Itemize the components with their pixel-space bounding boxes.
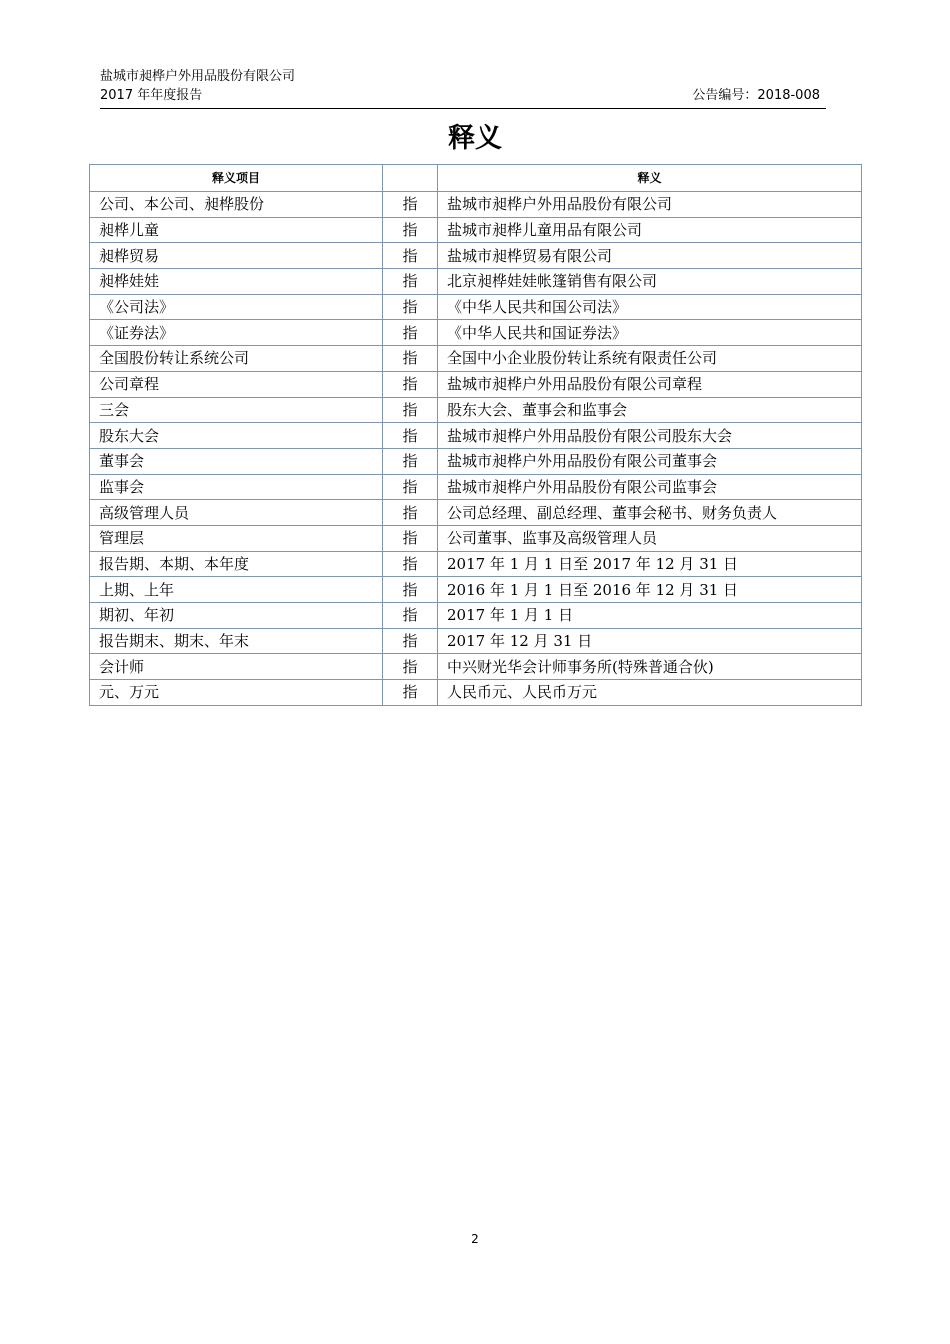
table-row [90,269,862,295]
refers-cell: 指 [383,500,438,526]
definition-cell: 2017 年 1 月 1 日至 2017 年 12 月 31 日 [438,551,862,577]
refers-cell: 指 [383,243,438,269]
definition-cell: 公司董事、监事及高级管理人员 [438,525,862,551]
header-company-name: 盐城市昶桦户外用品股份有限公司 [100,69,296,84]
definition-cell: 盐城市昶桦户外用品股份有限公司股东大会 [438,423,862,449]
table-row [90,525,862,551]
term-cell: 上期、上年 [90,577,383,603]
table-row [90,448,862,474]
term-cell: 期初、年初 [90,603,383,629]
table-row [90,603,862,629]
term-cell: 昶桦娃娃 [90,269,383,295]
refers-cell: 指 [383,217,438,243]
term-cell: 监事会 [90,474,383,500]
definition-cell: 盐城市昶桦户外用品股份有限公司董事会 [438,448,862,474]
column-header-refers [383,165,438,192]
glossary-table [89,164,862,706]
refers-cell: 指 [383,628,438,654]
refers-cell: 指 [383,371,438,397]
term-cell: 昶桦贸易 [90,243,383,269]
term-cell: 高级管理人员 [90,500,383,526]
page-header [100,66,826,109]
refers-cell: 指 [383,474,438,500]
definition-cell: 盐城市昶桦户外用品股份有限公司监事会 [438,474,862,500]
table-row [90,577,862,603]
column-header-definition: 释义 [438,165,862,192]
table-row [90,371,862,397]
definition-cell: 盐城市昶桦儿童用品有限公司 [438,217,862,243]
refers-cell: 指 [383,525,438,551]
table-row [90,346,862,372]
table-row [90,551,862,577]
term-cell: 报告期末、期末、年末 [90,628,383,654]
table-row [90,423,862,449]
term-cell: 股东大会 [90,423,383,449]
header-notice-number: 公告编号：2018-008 [692,88,820,103]
definition-cell: 公司总经理、副总经理、董事会秘书、财务负责人 [438,500,862,526]
definition-cell: 《中华人民共和国证券法》 [438,320,862,346]
definition-cell: 2017 年 12 月 31 日 [438,628,862,654]
definition-cell: 2017 年 1 月 1 日 [438,603,862,629]
refers-cell: 指 [383,577,438,603]
page-number: 2 [471,1232,479,1246]
term-cell: 《公司法》 [90,294,383,320]
term-cell: 公司、本公司、昶桦股份 [90,192,383,218]
term-cell: 报告期、本期、本年度 [90,551,383,577]
definition-cell: 人民币元、人民币万元 [438,680,862,706]
refers-cell: 指 [383,680,438,706]
table-row [90,243,862,269]
table-row [90,680,862,706]
term-cell: 全国股份转让系统公司 [90,346,383,372]
definition-cell: 盐城市昶桦户外用品股份有限公司章程 [438,371,862,397]
definition-cell: 盐城市昶桦贸易有限公司 [438,243,862,269]
term-cell: 《证券法》 [90,320,383,346]
definition-cell: 股东大会、董事会和监事会 [438,397,862,423]
refers-cell: 指 [383,654,438,680]
page-title: 释义 [448,123,502,154]
refers-cell: 指 [383,603,438,629]
refers-cell: 指 [383,346,438,372]
definition-cell: 盐城市昶桦户外用品股份有限公司 [438,192,862,218]
term-cell: 管理层 [90,525,383,551]
table-row [90,628,862,654]
table-row [90,320,862,346]
column-header-term: 释义项目 [90,165,383,192]
definition-cell: 中兴财光华会计师事务所(特殊普通合伙) [438,654,862,680]
header-report-name: 2017 年年度报告 [100,88,203,103]
table-row [90,500,862,526]
refers-cell: 指 [383,294,438,320]
glossary-body [90,192,862,706]
term-cell: 会计师 [90,654,383,680]
table-row [90,217,862,243]
table-row [90,397,862,423]
table-row [90,654,862,680]
refers-cell: 指 [383,551,438,577]
term-cell: 公司章程 [90,371,383,397]
refers-cell: 指 [383,448,438,474]
refers-cell: 指 [383,423,438,449]
definition-cell: 《中华人民共和国公司法》 [438,294,862,320]
table-row [90,474,862,500]
refers-cell: 指 [383,269,438,295]
table-row [90,294,862,320]
term-cell: 三会 [90,397,383,423]
table-row [90,192,862,218]
definition-cell: 2016 年 1 月 1 日至 2016 年 12 月 31 日 [438,577,862,603]
definition-cell: 全国中小企业股份转让系统有限责任公司 [438,346,862,372]
refers-cell: 指 [383,397,438,423]
table-header-row [90,165,862,192]
refers-cell: 指 [383,320,438,346]
term-cell: 元、万元 [90,680,383,706]
definition-cell: 北京昶桦娃娃帐篷销售有限公司 [438,269,862,295]
term-cell: 昶桦儿童 [90,217,383,243]
term-cell: 董事会 [90,448,383,474]
refers-cell: 指 [383,192,438,218]
